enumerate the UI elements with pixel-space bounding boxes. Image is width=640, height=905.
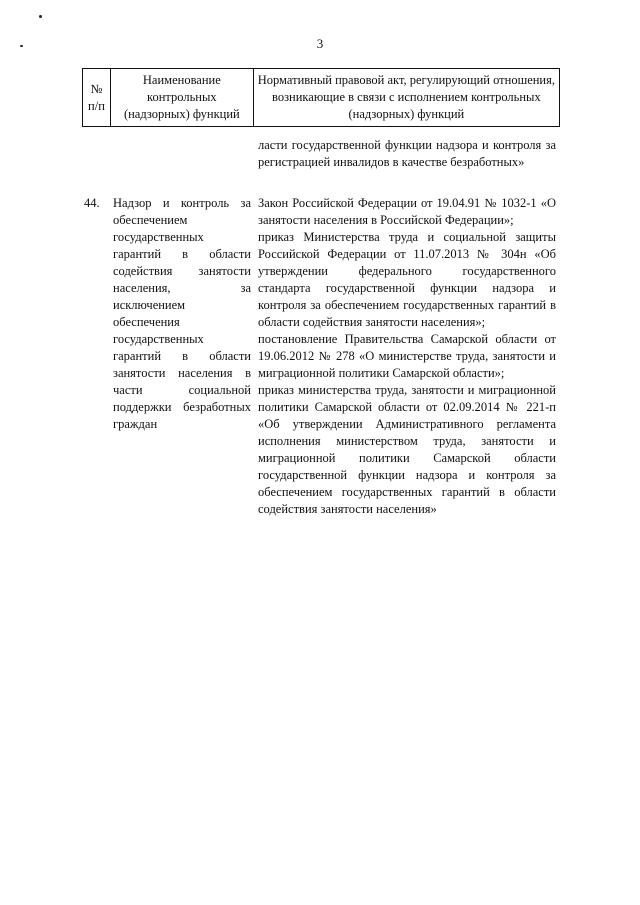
- scan-speck: [39, 15, 42, 18]
- page-number: 3: [316, 36, 324, 51]
- legal-acts-cell: [258, 195, 556, 518]
- header-col-legal-act: Нормативный правовой акт, регулирующий отношения, возникающие в связи с исполнением контрольных (надзорных) функций: [253, 69, 559, 127]
- function-name: Надзор и контроль за обеспечением государственных гарантий в области содействия занятости населения, за исключением обеспечения государственных гарантий в области занятости населения в части социальной поддержки безработных граждан: [113, 196, 251, 431]
- table-header: [82, 68, 560, 127]
- header-col-function-name: Наименование контрольных (надзорных) функций: [110, 69, 253, 127]
- continuation-text: ласти государственной функции надзора и контроля за регистрацией инвалидов в качестве безработных»: [258, 138, 556, 169]
- legal-act-item: постановление Правительства Самарской области от 19.06.2012 № 278 «О министерстве труда, занятости и миграционной политики Самарской области»;: [258, 332, 556, 380]
- function-name-cell: [113, 195, 251, 433]
- legal-act-item: приказ министерства труда, занятости и миграционной политики Самарской области от 02.09.2014 № 221-п «Об утверждении Административного регламента исполнения министерством труда, занятости и миграционной политики Самарской области государственной функции надзора и контроля за обеспечением государственных гарантий в области содействия занятости населения»: [258, 383, 556, 516]
- row-number: 44.: [84, 196, 100, 210]
- legal-act-item: приказ Министерства труда и социальной защиты Российской Федерации от 11.07.2013 № 304н «Об утверждении федерального государственного стандарта государственной функции надзора и контроля за обеспечением государственных гарантий в области содействия занятости населения»;: [258, 230, 556, 329]
- legal-act-item: Закон Российской Федерации от 19.04.91 № 1032-1 «О занятости населения в Российской Федерации»;: [258, 196, 556, 227]
- header-col-number: № п/п: [83, 69, 111, 127]
